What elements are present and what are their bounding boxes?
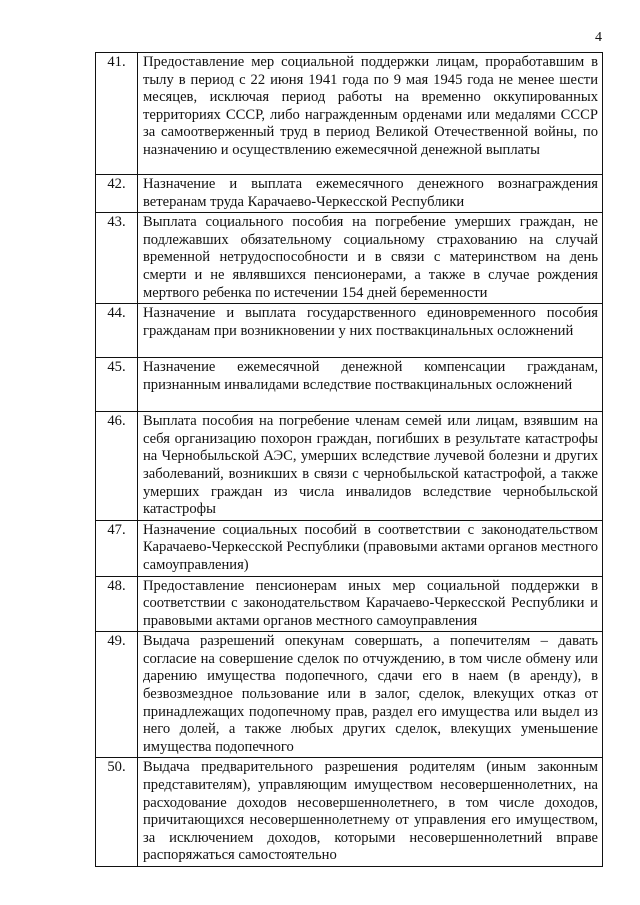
- row-number: 47.: [96, 520, 138, 576]
- services-table: [95, 52, 603, 867]
- row-number: 43.: [96, 213, 138, 304]
- table-row: [96, 576, 603, 632]
- service-description: Выплата социального пособия на погребение умерших граждан, не подлежавших обязательному социальному страхованию на случай временной нетрудоспособности и в связи с материнством на день смерти и не являвшихся пенсионерами, а также в случае рождения мертвого ребенка по истечении 154 дней беременности: [138, 213, 603, 304]
- row-number: 46.: [96, 412, 138, 521]
- service-description: Назначение и выплата ежемесячного денежного вознаграждения ветеранам труда Карачаево-Черкесской Республики: [138, 175, 603, 213]
- row-number: 44.: [96, 304, 138, 358]
- row-number: 45.: [96, 358, 138, 412]
- table-row: [96, 213, 603, 304]
- row-number: 41.: [96, 53, 138, 175]
- table-row: [96, 175, 603, 213]
- service-description: Выдача предварительного разрешения родителям (иным законным представителям), управляющим имуществом несовершеннолетних, на расходование доходов несовершеннолетнего, в том числе доходов, причитающихся несовершеннолетнему от управления его имуществом, за исключением доходов, которыми несовершеннолетний вправе распоряжаться самостоятельно: [138, 758, 603, 867]
- service-description: Назначение ежемесячной денежной компенсации гражданам, признанным инвалидами вследствие поствакцинальных осложнений: [138, 358, 603, 412]
- service-description: Предоставление пенсионерам иных мер социальной поддержки в соответствии с законодательством Карачаево-Черкесской Республики и правовыми актами органов местного самоуправления: [138, 576, 603, 632]
- table-row: [96, 412, 603, 521]
- service-description: Выплата пособия на погребение членам семей или лицам, взявшим на себя организацию похорон граждан, погибших в результате катастрофы на Чернобыльской АЭС, умерших вследствие лучевой болезни и других заболеваний, возникших в связи с чернобыльской катастрофой, а также умерших граждан из числа инвалидов вследствие чернобыльской катастрофы: [138, 412, 603, 521]
- table-row: [96, 304, 603, 358]
- service-description: Предоставление мер социальной поддержки лицам, проработавшим в тылу в период с 22 июня 1941 года по 9 мая 1945 года не менее шести месяцев, исключая период работы на временно оккупированных территориях СССР, либо награжденным орденами или медалями СССР за самоотверженный труд в период Великой Отечественной войны, по назначению и осуществлению ежемесячной денежной выплаты: [138, 53, 603, 175]
- row-number: 42.: [96, 175, 138, 213]
- row-number: 48.: [96, 576, 138, 632]
- service-description: Выдача разрешений опекунам совершать, а попечителям – давать согласие на совершение сделок по отчуждению, в том числе обмену или дарению имущества подопечного, сдачи его в наем (в аренду), в безвозмездное пользование или в залог, сделок, влекущих отказ от принадлежащих подопечному прав, раздел его имущества или выдел из него долей, а также любых других сделок, влекущих уменьшение имущества подопечного: [138, 632, 603, 758]
- table-row: [96, 358, 603, 412]
- row-number: 50.: [96, 758, 138, 867]
- table-row: [96, 53, 603, 175]
- table-row: [96, 758, 603, 867]
- row-number: 49.: [96, 632, 138, 758]
- service-description: Назначение социальных пособий в соответствии с законодательством Карачаево-Черкесской Республики (правовыми актами органов местного самоуправления): [138, 520, 603, 576]
- table-row: [96, 520, 603, 576]
- page-number: 4: [595, 30, 602, 45]
- service-description: Назначение и выплата государственного единовременного пособия гражданам при возникновении у них поствакцинальных осложнений: [138, 304, 603, 358]
- table-row: [96, 632, 603, 758]
